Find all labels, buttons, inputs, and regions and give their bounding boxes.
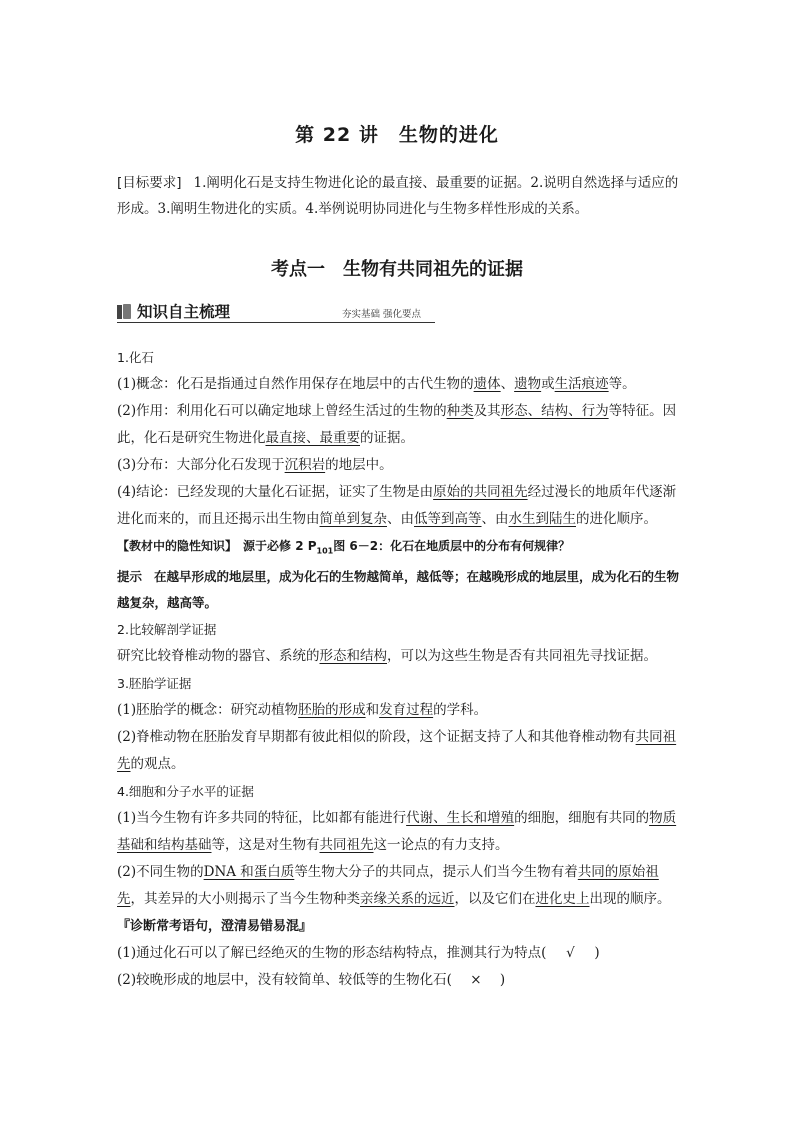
fossil-heading: 1.化石: [117, 350, 154, 365]
fossil-concept: (1)概念：化石是指通过自然作用保存在地层中的古代生物的遗体、遗物或生活痕迹等。: [117, 376, 636, 392]
knowledge-banner: [117, 300, 435, 323]
book-icon: [123, 304, 131, 319]
fossil-distribution: (3)分布：大部分化石发现于沉积岩的地层中。: [117, 457, 393, 473]
molecular-text-1: (1)当今生物有许多共同的特征，比如都有能进行代谢、生长和增殖的细胞，细胞有共同的物质基础和结构基础等，这是对生物有共同祖先这一论点的有力支持。: [117, 810, 677, 854]
anatomy-text: 研究比较脊椎动物的器官、系统的形态和结构，可以为这些生物是否有共同祖先寻找证据。: [117, 648, 657, 665]
tip-label: 提示: [117, 569, 143, 585]
fossil-function: (2)作用：利用化石可以确定地球上曾经生活过的生物的种类及其形态、结构、行为等特征。因此，化石是研究生物进化最直接、最重要的证据。: [117, 403, 677, 446]
molecular-heading: 4.细胞和分子水平的证据: [117, 784, 254, 800]
diagnosis-item-2: (2)较晚形成的地层中，没有较简单、较低等的生物化石( × ): [117, 967, 680, 994]
embryology-concept: (1)胚胎学的概念：研究动植物胚胎的形成和发育过程的学科。: [117, 702, 488, 719]
lecture-title: 第 22 讲 生物的进化: [295, 124, 499, 146]
learning-goals: [117, 170, 682, 222]
goals-text: 1.阐明化石是支持生物进化论的最直接、最重要的证据。2.说明自然选择与适应的形成。3.阐明生物进化的实质。4.举例说明协同进化与生物多样性形成的关系。: [117, 175, 679, 217]
hidden-knowledge-tip: 提示 在越早形成的地层里，成为化石的生物越简单，越低等；在越晚形成的地层里，成为化石的生物越复杂，越高等。: [117, 569, 680, 611]
section-title: 生物有共同祖先的证据: [343, 259, 523, 280]
hidden-knowledge-question: 【教材中的隐性知识】 源于必修 2 $P_{101}$图 6－2：化石在地质层中的分布有何规律？: [117, 539, 571, 556]
embryology-heading: 3.胚胎学证据: [117, 676, 192, 692]
answer-mark-2: ×: [470, 972, 482, 989]
fossil-conclusion: (4)结论：已经发现的大量化石证据，证实了生物是由原始的共同祖先经过漫长的地质年代逐渐进化而来的，而且还揭示出生物由简单到复杂、由低等到高等、由水生到陆生的进化顺序。: [117, 484, 677, 527]
molecular-text-2: (2)不同生物的DNA 和蛋白质等生物大分子的共同点，提示人们当今生物有着共同的原始祖先，其差异的大小则揭示了当今生物种类亲缘关系的远近，以及它们在进化史上出现的顺序。: [117, 864, 671, 908]
banner-subtitle: 夯实基础 强化要点: [342, 309, 422, 320]
main-content: [117, 344, 680, 994]
diagnosis-heading: 『诊断常考语句，澄清易错易混』: [117, 919, 313, 935]
answer-mark-1: √: [566, 945, 575, 962]
section-number: 考点一: [271, 259, 325, 280]
section-heading: [0, 255, 794, 281]
banner-heading: 知识自主梳理: [137, 303, 231, 321]
anatomy-heading: 2.比较解剖学证据: [117, 622, 217, 638]
embryology-evidence: (2)脊椎动物在胚胎发育早期都有彼此相似的阶段，这个证据支持了人和其他脊椎动物有共同祖先的观点。: [117, 729, 677, 773]
banner-bar-icon: [117, 305, 122, 319]
diagnosis-item-1: (1)通过化石可以了解已经绝灭的生物的形态结构特点，推测其行为特点( √ ): [117, 940, 680, 967]
goals-tag: [目标要求]: [117, 175, 182, 191]
